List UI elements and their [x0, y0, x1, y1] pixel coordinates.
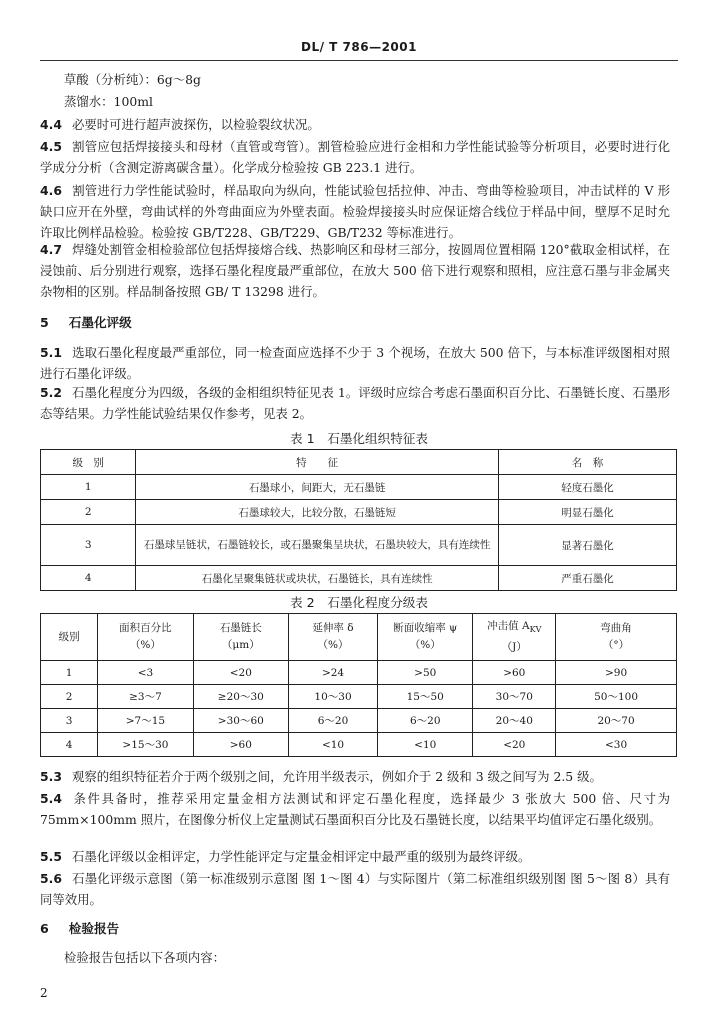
header-unit: （%） — [129, 639, 161, 651]
cell-feature: 石墨球小，间距大，无石墨链 — [136, 475, 499, 500]
cell: >24 — [289, 661, 378, 685]
col-header-grade: 级 别 — [41, 450, 136, 475]
cell-name: 显著石墨化 — [498, 525, 676, 566]
header-subscript: KV — [529, 625, 542, 635]
col-header-bend-angle — [556, 614, 677, 661]
table-row — [41, 500, 677, 525]
table-header-row — [41, 450, 677, 475]
table2-caption: 表 2 石墨化程度分级表 — [290, 595, 428, 610]
clause-5-1 — [40, 342, 670, 384]
cell: <30 — [556, 733, 677, 757]
cell-name: 严重石墨化 — [498, 566, 676, 591]
clause-number: 4.7 — [40, 242, 62, 257]
reagent-water: 蒸馏水：100ml — [64, 94, 153, 109]
clause-4-6 — [40, 180, 670, 243]
cell: 3 — [41, 709, 98, 733]
col-header-name: 名 称 — [498, 450, 676, 475]
cell: 15～50 — [378, 685, 473, 709]
clause-number: 5.1 — [40, 345, 62, 360]
clause-5-3 — [40, 766, 670, 787]
clause-text: 必要时可进行超声波探伤，以检验裂纹状况。 — [71, 117, 320, 132]
clause-number: 5.6 — [40, 871, 62, 886]
clause-text: 石墨化程度分为四级，各级的金相组织特征见表 1。评级时应综合考虑石墨面积百分比、石墨链长度、石墨形态等结果。力学性能试验结果仅作参考，见表 2。 — [40, 385, 670, 421]
clause-5-5 — [40, 846, 670, 867]
clause-text: 选取石墨化程度最严重部位，同一检查面应选择不少于 3 个视场，在放大 500 倍下，与本标准评级图相对照进行石墨化评级。 — [40, 345, 670, 381]
header-label: 弯曲角 — [600, 622, 632, 634]
header-label: 延伸率 δ — [312, 622, 354, 634]
header-unit: （μm） — [221, 639, 260, 651]
section-number: 5 — [40, 315, 49, 330]
clause-text: 石墨化评级示意图（第一标准级别示意图 图 1～图 4）与实际图片（第二标准组织级别图 图 5～图 8）具有同等效用。 — [40, 871, 670, 907]
page-header-doc-code: DL/ T 786—2001 — [301, 40, 417, 54]
clause-5-2 — [40, 382, 670, 424]
clause-text: 石墨化评级以金相评定，力学性能评定与定量金相评定中最严重的级别为最终评级。 — [71, 849, 531, 864]
report-intro: 检验报告包括以下各项内容： — [64, 950, 226, 965]
cell: <20 — [473, 733, 556, 757]
cell: 6～20 — [289, 709, 378, 733]
header-unit: （%） — [409, 639, 441, 651]
cell: >90 — [556, 661, 677, 685]
col-header-grade — [41, 614, 98, 661]
header-unit: （%） — [317, 639, 349, 651]
header-label: 级别 — [58, 630, 80, 643]
header-label: 冲击值 A — [487, 620, 530, 633]
clause-4-4 — [40, 114, 670, 135]
col-header-reduction-area — [378, 614, 473, 661]
cell: 4 — [41, 733, 98, 757]
col-header-elongation — [289, 614, 378, 661]
section-title: 检验报告 — [68, 921, 120, 936]
header-label: 面积百分比 — [119, 622, 172, 634]
cell: >15～30 — [98, 733, 193, 757]
cell-feature: 石墨球呈链状，石墨链较长，或石墨聚集呈块状，石墨块较大，具有连续性 — [136, 525, 499, 566]
col-header-area-percent — [98, 614, 193, 661]
cell: >30～60 — [193, 709, 288, 733]
cell-feature: 石墨球较大，比较分散，石墨链短 — [136, 500, 499, 525]
cell: 20～40 — [473, 709, 556, 733]
cell: ≥3～7 — [98, 685, 193, 709]
table-row — [41, 566, 677, 591]
table1-caption: 表 1 石墨化组织特征表 — [290, 431, 428, 446]
table-row — [41, 685, 677, 709]
clause-5-4 — [40, 788, 670, 830]
section-title: 石墨化评级 — [68, 315, 132, 330]
clause-text: 焊缝处割管金相检验部位包括焊接熔合线、热影响区和母材三部分，按圆周位置相隔 120°截取金相试样，在浸蚀前、后分别进行观察，选择石墨化程度最严重部位，在放大 500 倍下进行观察和照相，应注意石墨与非金属夹杂物相的区别。样品制备按照 GB/ T 13298 进行。 — [40, 242, 670, 299]
cell: >60 — [193, 733, 288, 757]
header-unit: （°） — [602, 639, 630, 651]
clause-text: 割管应包括焊接接头和母材（直管或弯管）。割管检验应进行金相和力学性能试验等分析项目，必要时进行化学成分分析（含测定游离碳含量）。化学成分检验按 GB 223.1 进行。 — [40, 139, 670, 175]
cell: >60 — [473, 661, 556, 685]
cell: 2 — [41, 685, 98, 709]
clause-text: 割管进行力学性能试验时，样品取向为纵向，性能试验包括拉伸、冲击、弯曲等检验项目，冲击试样的 V 形缺口应开在外壁，弯曲试样的外弯曲面应为外壁表面。检验焊接接头时应保证熔合线位于样品中间，壁厚不足时允许取比例样品检验。检验按 GB/T228、GB/T229、GB/T232 等标准进行。 — [40, 183, 670, 240]
section-6-heading — [40, 918, 119, 937]
cell-feature: 石墨化呈聚集链状或块状，石墨链长，具有连续性 — [136, 566, 499, 591]
section-number: 6 — [40, 921, 49, 936]
table-row — [41, 661, 677, 685]
table-row — [41, 475, 677, 500]
reagent-oxalic: 草酸（分析纯）：6g～8g — [64, 72, 201, 87]
page-number: 2 — [40, 986, 48, 1000]
cell: 50～100 — [556, 685, 677, 709]
col-header-feature: 特 征 — [136, 450, 499, 475]
cell: 6～20 — [378, 709, 473, 733]
clause-number: 5.2 — [40, 385, 62, 400]
clause-number: 5.5 — [40, 849, 62, 864]
clause-text: 条件具备时，推荐采用定量金相方法测试和评定石墨化程度，选择最少 3 张放大 500 倍、尺寸为 75mm×100mm 照片，在图像分析仪上定量测试石墨面积百分比及石墨链长度，以结果平均值评定石墨化级别。 — [40, 791, 670, 827]
cell: >50 — [378, 661, 473, 685]
cell: ≥20～30 — [193, 685, 288, 709]
cell-name: 明显石墨化 — [498, 500, 676, 525]
cell: <20 — [193, 661, 288, 685]
col-header-impact — [473, 614, 556, 661]
cell-grade: 4 — [41, 566, 136, 591]
cell: 20～70 — [556, 709, 677, 733]
cell-name: 轻度石墨化 — [498, 475, 676, 500]
table-header-row — [41, 614, 677, 661]
cell: <3 — [98, 661, 193, 685]
header-unit: （J） — [501, 640, 527, 653]
header-rule — [40, 60, 678, 61]
table-row — [41, 709, 677, 733]
clause-number: 5.3 — [40, 769, 62, 784]
clause-4-7 — [40, 239, 670, 302]
header-label: 断面收缩率 ψ — [393, 622, 458, 634]
cell: 10～30 — [289, 685, 378, 709]
table-row — [41, 733, 677, 757]
cell: 30～70 — [473, 685, 556, 709]
section-5-heading — [40, 312, 132, 331]
cell-grade: 1 — [41, 475, 136, 500]
cell: 1 — [41, 661, 98, 685]
cell-grade: 2 — [41, 500, 136, 525]
header-label: 石墨链长 — [219, 622, 262, 634]
clause-number: 4.5 — [40, 139, 62, 154]
table-row — [41, 525, 677, 566]
clause-text: 观察的组织特征若介于两个级别之间，允许用半级表示，例如介于 2 级和 3 级之间写为 2.5 级。 — [71, 769, 602, 784]
cell: >7～15 — [98, 709, 193, 733]
col-header-chain-length — [193, 614, 288, 661]
cell-grade: 3 — [41, 525, 136, 566]
clause-number: 4.6 — [40, 183, 62, 198]
clause-4-5 — [40, 136, 670, 178]
clause-number: 5.4 — [40, 791, 62, 806]
table1-graphitization-features — [40, 449, 677, 591]
clause-number: 4.4 — [40, 117, 62, 132]
cell: <10 — [378, 733, 473, 757]
table2-graphitization-grading — [40, 613, 677, 757]
cell: <10 — [289, 733, 378, 757]
clause-5-6 — [40, 868, 670, 910]
